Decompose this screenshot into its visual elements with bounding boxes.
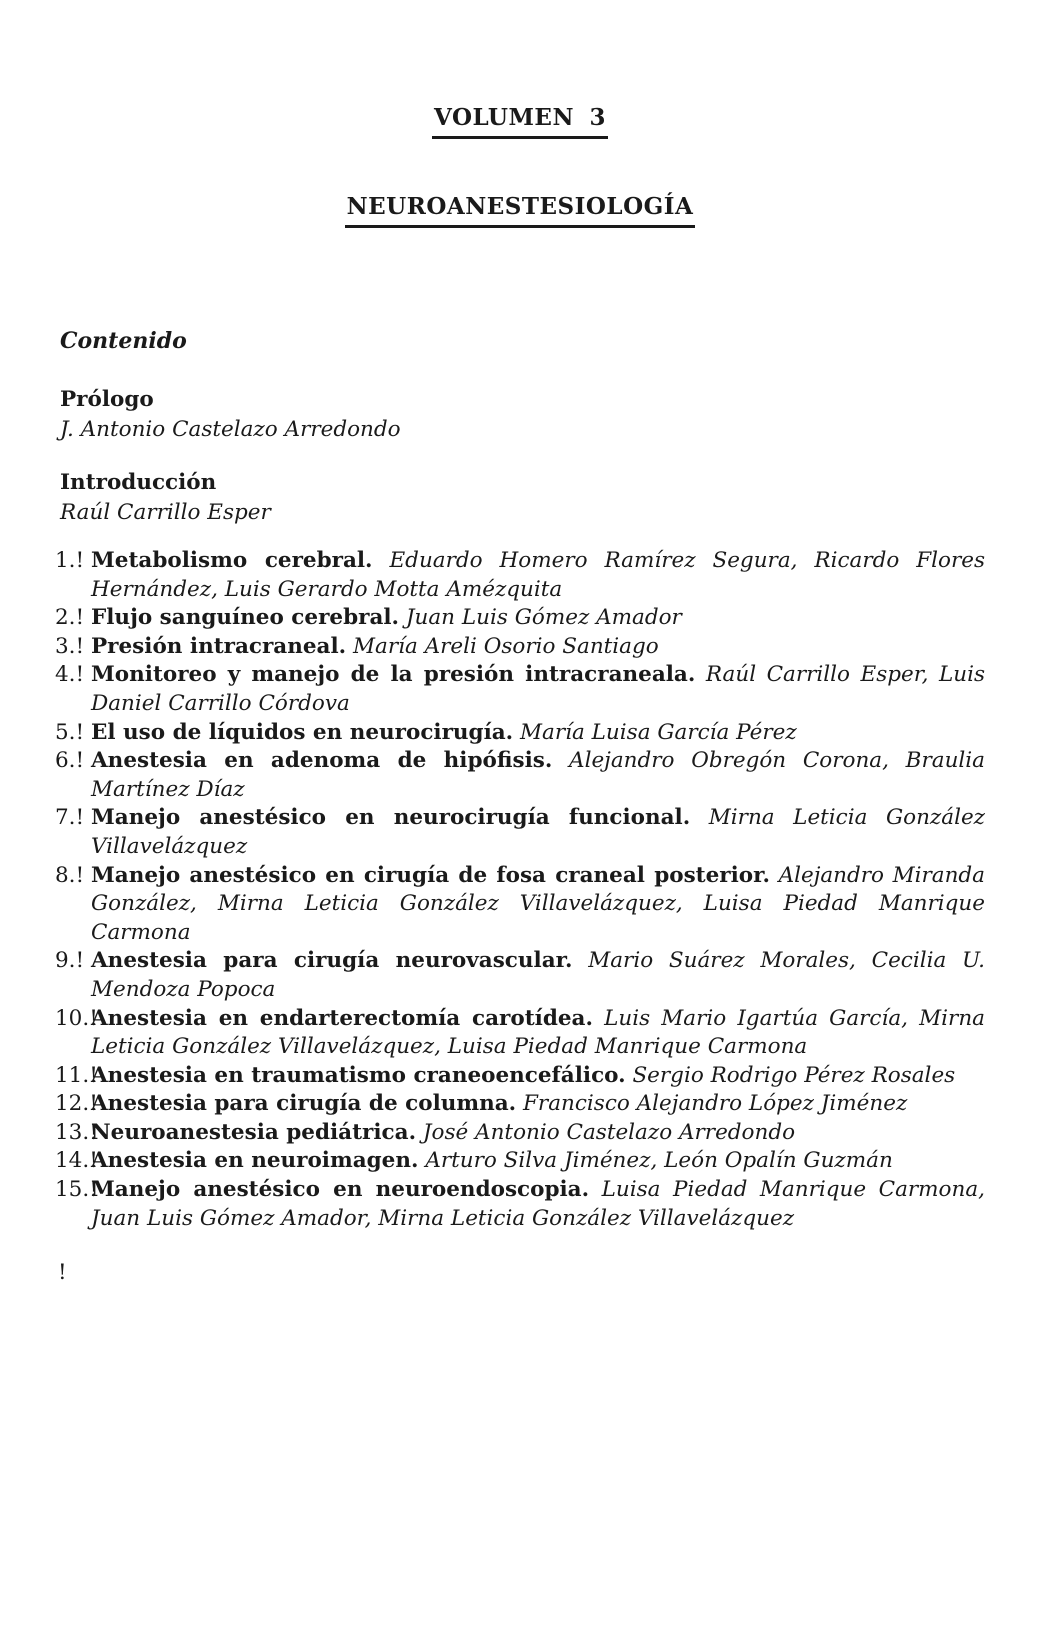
- chapter-item: [55, 661, 985, 718]
- chapter-number: 13.!: [55, 1119, 98, 1145]
- chapter-number: 15.!: [55, 1177, 98, 1203]
- chapter-authors: Alejandro Miranda González, Mirna Leticia González Villavelázquez, Luisa Piedad Manrique Carmona: [91, 862, 985, 945]
- chapter-item: [55, 804, 985, 861]
- chapter-authors: Alejandro Obregón Corona, Braulia Martínez Díaz: [91, 748, 985, 802]
- chapter-title: Neuroanestesia pediátrica.: [91, 1119, 417, 1145]
- chapter-title: Anestesia para cirugía neurovascular.: [91, 948, 573, 974]
- chapter-item: [55, 947, 985, 1004]
- chapter-title: Anestesia en adenoma de hipófisis.: [91, 748, 553, 774]
- chapter-title: Manejo anestésico en cirugía de fosa craneal posterior.: [91, 862, 770, 888]
- chapter-authors: Francisco Alejandro López Jiménez: [523, 1091, 908, 1117]
- prologue-label: Prólogo: [60, 387, 154, 412]
- document-subtitle: NEUROANESTESIOLOGÍA: [345, 191, 696, 228]
- prologue-author: J. Antonio Castelazo Arredondo: [60, 416, 401, 442]
- chapter-item: [55, 719, 985, 748]
- chapter-authors: María Luisa García Pérez: [520, 719, 797, 745]
- chapter-number: 11.!: [55, 1062, 98, 1088]
- chapter-title: Presión intracraneal.: [91, 633, 347, 659]
- chapter-title: Anestesia en traumatismo craneoencefálico.: [91, 1062, 626, 1088]
- chapter-title: Metabolismo cerebral.: [91, 548, 373, 573]
- chapter-number: 10.!: [55, 1005, 98, 1031]
- chapter-number: 7.!: [55, 805, 85, 831]
- prologue-block: [60, 385, 985, 444]
- chapter-authors: Juan Luis Gómez Amador: [405, 605, 682, 631]
- chapter-title: El uso de líquidos en neurocirugía.: [91, 719, 514, 745]
- volume-title-row: [55, 102, 985, 139]
- chapter-list: [55, 547, 985, 1233]
- chapter-title: Manejo anestésico en neuroendoscopia.: [91, 1177, 590, 1203]
- chapter-number: 8.!: [55, 862, 85, 888]
- chapter-number: 2.!: [55, 605, 85, 631]
- chapter-authors: Luisa Piedad Manrique Carmona, Juan Luis Gómez Amador, Mirna Leticia González Villavelázquez: [91, 1177, 985, 1231]
- chapter-item: [55, 547, 985, 604]
- stray-mark: !: [58, 1260, 67, 1286]
- chapter-title: Anestesia para cirugía de columna.: [91, 1091, 517, 1117]
- chapter-number: 12.!: [55, 1091, 98, 1117]
- chapter-authors: José Antonio Castelazo Arredondo: [422, 1119, 796, 1145]
- chapter-item: [55, 1119, 985, 1148]
- chapter-title: Anestesia en neuroimagen.: [91, 1148, 419, 1174]
- chapter-number: 4.!: [55, 662, 85, 688]
- chapter-number: 6.!: [55, 748, 85, 774]
- chapter-number: 3.!: [55, 633, 85, 659]
- chapter-item: [55, 1090, 985, 1119]
- chapter-item: [55, 862, 985, 948]
- chapter-item: [55, 1147, 985, 1176]
- contents-heading: Contenido: [60, 328, 187, 354]
- chapter-title: Flujo sanguíneo cerebral.: [91, 605, 400, 631]
- introduction-block: [60, 468, 985, 527]
- chapter-authors: Luis Mario Igartúa García, Mirna Leticia González Villavelázquez, Luisa Piedad Manrique Carmona: [91, 1005, 985, 1060]
- chapter-item: [55, 1062, 985, 1091]
- chapter-item: [55, 1005, 985, 1062]
- introduction-label: Introducción: [60, 470, 217, 495]
- document-page: [0, 102, 1042, 1628]
- chapter-authors: Eduardo Homero Ramírez Segura, Ricardo Flores Hernández, Luis Gerardo Motta Amézquita: [91, 548, 985, 602]
- chapter-authors: María Areli Osorio Santiago: [352, 633, 659, 659]
- chapter-item: [55, 747, 985, 804]
- introduction-author: Raúl Carrillo Esper: [60, 499, 271, 525]
- subtitle-row: [55, 191, 985, 228]
- chapter-authors: Sergio Rodrigo Pérez Rosales: [632, 1062, 956, 1088]
- chapter-authors: Mario Suárez Morales, Cecilia U. Mendoza Popoca: [91, 948, 986, 1002]
- volume-title: VOLUMEN 3: [432, 102, 608, 139]
- chapter-item: [55, 604, 985, 633]
- chapter-number: 9.!: [55, 948, 85, 974]
- chapter-item: [55, 633, 985, 662]
- chapter-title: Anestesia en endarterectomía carotídea.: [91, 1005, 593, 1031]
- chapter-item: [55, 1176, 985, 1233]
- chapter-authors: Arturo Silva Jiménez, León Opalín Guzmán: [425, 1148, 893, 1174]
- chapter-number: 1.!: [55, 548, 85, 573]
- chapter-authors: Raúl Carrillo Esper, Luis Daniel Carrillo Córdova: [91, 662, 986, 716]
- chapter-number: 14.!: [55, 1148, 98, 1174]
- chapter-title: Manejo anestésico en neurocirugía funcional.: [91, 805, 691, 831]
- chapter-authors: Mirna Leticia González Villavelázquez: [91, 805, 986, 859]
- chapter-title: Monitoreo y manejo de la presión intracraneala.: [91, 662, 696, 688]
- chapter-number: 5.!: [55, 719, 85, 745]
